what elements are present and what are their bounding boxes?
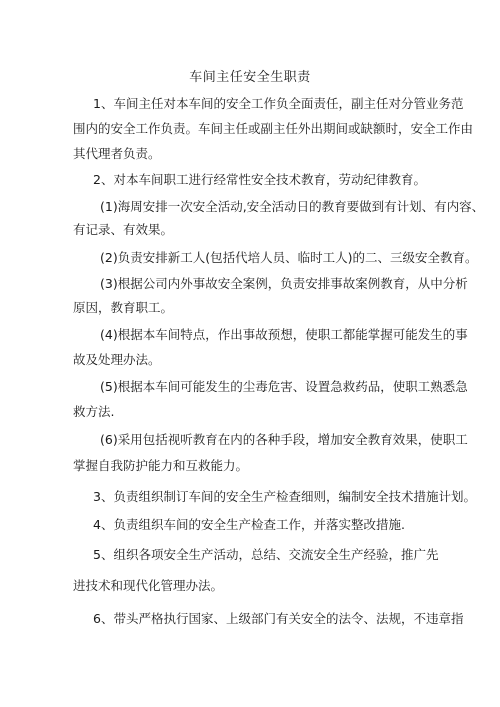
paragraph-line: (3)根据公司内外事故安全案例，负责安排事故案例教育，从中分析 — [100, 276, 468, 291]
paragraph-line: 3、负责组织制订车间的安全生产检查细则，编制安全技术措施计划。 — [93, 489, 476, 504]
paragraph-line: 6、带头严格执行国家、上级部门有关安全的法令、法规，不违章指 — [93, 611, 464, 626]
paragraph-line: 其代理者负责。 — [73, 146, 161, 161]
paragraph-line: (6)采用包括视听教育在内的各种手段，增加安全教育效果，使职工 — [100, 432, 468, 447]
paragraph-line: 围内的安全工作负责。车间主任或副主任外出期间或缺额时，安全工作由 — [73, 121, 474, 136]
paragraph-line: (2)负责安排新工人(包括代培人员、临时工人)的二、三级安全教育。 — [100, 250, 478, 265]
paragraph-line: (1)海周安排一次安全活动,安全活动日的教育要做到有计划、有内容、 — [100, 199, 485, 214]
paragraph-line: 4、负责组织车间的安全生产检查工作，并落实整改措施. — [93, 517, 405, 532]
paragraph-line: 5、组织各项安全生产活动，总结、交流安全生产经验，推广先 — [93, 547, 439, 562]
paragraph-line: 1、车间主任对本车间的安全工作负全面责任，副主任对分管业务范 — [93, 96, 464, 111]
paragraph-line: 进技术和现代化管理办法。 — [73, 578, 224, 593]
paragraph-line: 救方法. — [73, 404, 115, 419]
paragraph-line: 有记录、有效果。 — [73, 222, 174, 237]
paragraph-line: (5)根据本车间可能发生的尘毒危害、设置急救药品，使职工熟悉急 — [100, 379, 468, 394]
paragraph-line: 故及处理办法。 — [73, 352, 161, 367]
document-title: 车间主任安全生职责 — [189, 70, 311, 85]
paragraph-line: 掌握自我防护能力和互救能力。 — [73, 458, 249, 473]
paragraph-line: (4)根据本车间特点，作出事故预想，使职工都能掌握可能发生的事 — [100, 327, 468, 342]
paragraph-line: 原因，教育职工。 — [73, 300, 174, 315]
paragraph-line: 2、对本车间职工进行经常性安全技术教育，劳动纪律教育。 — [93, 172, 426, 187]
